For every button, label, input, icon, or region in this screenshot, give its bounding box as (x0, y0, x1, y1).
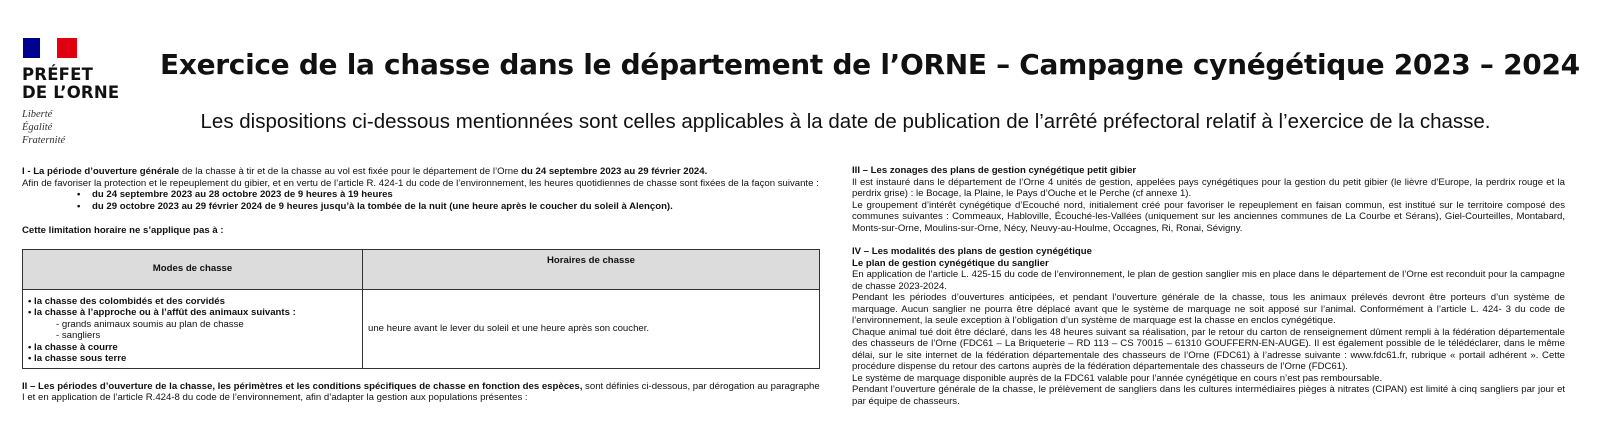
section-1-hours-intro: Afin de favoriser la protection et le repeuplement du gibier, et en vertu de l’article R. 424-1 du code de l’environnement, les heures quotidiennes de chasse sont fixées de la façon suivante : (22, 177, 819, 189)
prefet-line-1: PRÉFET (22, 65, 94, 84)
section-1-text: de la chasse à tir et de la chasse au vol est fixée pour le département de l’Orne (179, 166, 522, 177)
prefecture-logo (22, 38, 142, 147)
section-4-paragraph: En application de l’article L. 425-15 du code de l’environnement, le plan de gestion sanglier mis en place dans le département de l’Orne est reconduit pour la campagne de chasse 2023-2024. (852, 269, 1565, 292)
flag-blue-band (23, 38, 40, 58)
table-header-row (23, 249, 820, 289)
section-4-heading: IV – Les modalités des plans de gestion cynégétique (852, 246, 1092, 257)
section-2-text: sont définies ci-dessous, par dérogation au paragraphe I et en application de l’article R.424-8 du code de l’environnement, afin d’adapter la gestion aux populations présentes : (22, 380, 820, 403)
flag-red-band (57, 38, 77, 58)
mode-item: • la chasse sous terre (28, 353, 127, 364)
republic-motto (22, 108, 142, 147)
motto-fraternite: Fraternité (22, 135, 66, 146)
section-3-paragraph: Il est instauré dans le département de l’Orne 4 unités de gestion, appelées pays cynégétiques pour la gestion du petit gibier (le lièvre d’Europe, la perdrix rouge et la perdrix grise) : le Bocage, la Plaine, le Pays d’Ouche et le Perche (cf annexe 1). (852, 176, 1565, 199)
prefet-line-2: DE L’ORNE (22, 83, 120, 102)
flag-white-band (40, 38, 57, 58)
modes-cell (23, 289, 363, 368)
section-2-paragraph (22, 381, 820, 404)
hours-list (22, 189, 820, 212)
section-4-paragraph: Chaque animal tué doit être déclaré, dans les 48 heures suivant sa réalisation, par le retour du carton de renseignement dûment rempli à la fédération départementale des chasseurs de l’Orne (FDC61 – La Briqueterie – RD 113 – CS 70015 – 61310 GOUFFERN-EN-AUGE). Il est également possible de le télédéclarer, dans le même délai, sur le site internet de la fédération départementale des chasseurs de l’Orne (FDC61) à l’adresse suivante : www.fdc61.fr, rubrique « portail adhérent ». Cette procédure dispense du retour des cartons auprès de la fédération départementale des chasseurs de l’Orne (FDC61). (852, 326, 1565, 372)
mode-item: • la chasse à courre (28, 341, 118, 353)
section-4-paragraph: Le système de marquage disponible auprès de la FDC61 valable pour l’année cynégétique en cours n’est pas remboursable. (852, 372, 1383, 384)
prefet-label (22, 66, 142, 102)
section-1-heading: I - La période d’ouverture générale (22, 166, 180, 177)
table-row (23, 289, 820, 368)
motto-liberte: Liberté (22, 109, 53, 120)
right-column (852, 165, 1565, 407)
hours-list-item: • du 29 octobre 2023 au 29 février 2024 de 9 heures jusqu’à la tombée de la nuit (une heure après le coucher du soleil à Alençon). (92, 201, 820, 213)
horaire-cell: une heure avant le lever du soleil et une heure après son coucher. (363, 289, 820, 368)
section-3-paragraph: Le groupement d’intérêt cynégétique d’Ecouché nord, initialement créé pour favoriser le repeuplement en faisan commun, est institué sur le territoire composé des communes suivantes : Commeaux, Habloville, Écouché-les-Vallées (uniquement sur les anciennes communes de La Courbe et Sérans), Giel-Courteilles, Montabard, Monts-sur-Orne, Moulins-sur-Orne, Nécy, Neuvy-au-Houlme, Occagnes, Ri, Ronai, Sévigny. (852, 199, 1565, 234)
left-column (22, 166, 820, 404)
page-title: Exercice de la chasse dans le département de l’ORNE – Campagne cynégétique 2023 – 2024 (160, 48, 1580, 81)
section-4-paragraph: Pendant les périodes d’ouvertures anticipées, et pendant l’ouverture générale de la chasse, tous les animaux prélevés devront être porteurs d’un système de marquage. Aucun sanglier ne pourra être déplacé avant que le système de marquage ne soit apposé sur l’animal. Conformément à l’article L. 424- 3 du code de l’environnement, la seule exception à l’obligation d’un système de marquage est la chasse en enclos cynégétique. (852, 292, 1565, 326)
french-flag-icon (23, 38, 77, 58)
section-3-heading: III – Les zonages des plans de gestion cynégétique petit gibier (852, 165, 1137, 176)
section-4-subheading: Le plan de gestion cynégétique du sanglier (852, 257, 1049, 269)
mode-item: • la chasse à l’approche ou à l’affût des animaux suivants : (28, 307, 296, 318)
page-subtitle: Les dispositions ci-dessous mentionnées sont celles applicables à la date de publication de l’arrêté préfectoral relatif à l’exercice de la chasse. (200, 110, 1491, 133)
mode-item: • la chasse des colombidés et des corvidés (28, 295, 225, 307)
section-2-heading: II – Les périodes d’ouverture de la chasse, les périmètres et les conditions spécifiques de chasse en fonction des espèces, (22, 380, 583, 392)
mode-subitem: - sangliers (56, 330, 101, 341)
column-header-modes: Modes de chasse (23, 249, 363, 289)
section-1-paragraph (22, 166, 820, 178)
hours-list-item: • du 24 septembre 2023 au 28 octobre 2023 de 9 heures à 19 heures (92, 189, 820, 201)
motto-egalite: Égalité (22, 122, 53, 133)
section-4-paragraph: Pendant l’ouverture générale de la chasse, le prélèvement de sangliers dans les cultures intermédiaires pièges à nitrates (CIPAN) est limité à cinq sangliers par jour et par équipe de chasseurs. (852, 384, 1565, 407)
column-header-horaires: Horaires de chasse (363, 249, 820, 289)
limitation-heading: Cette limitation horaire ne s’applique pas à : (22, 225, 224, 236)
section-1-dates: du 24 septembre 2023 au 29 février 2024. (521, 166, 708, 177)
mode-subitem: - grands animaux soumis au plan de chasse (56, 318, 244, 330)
hunting-modes-table (22, 249, 820, 369)
